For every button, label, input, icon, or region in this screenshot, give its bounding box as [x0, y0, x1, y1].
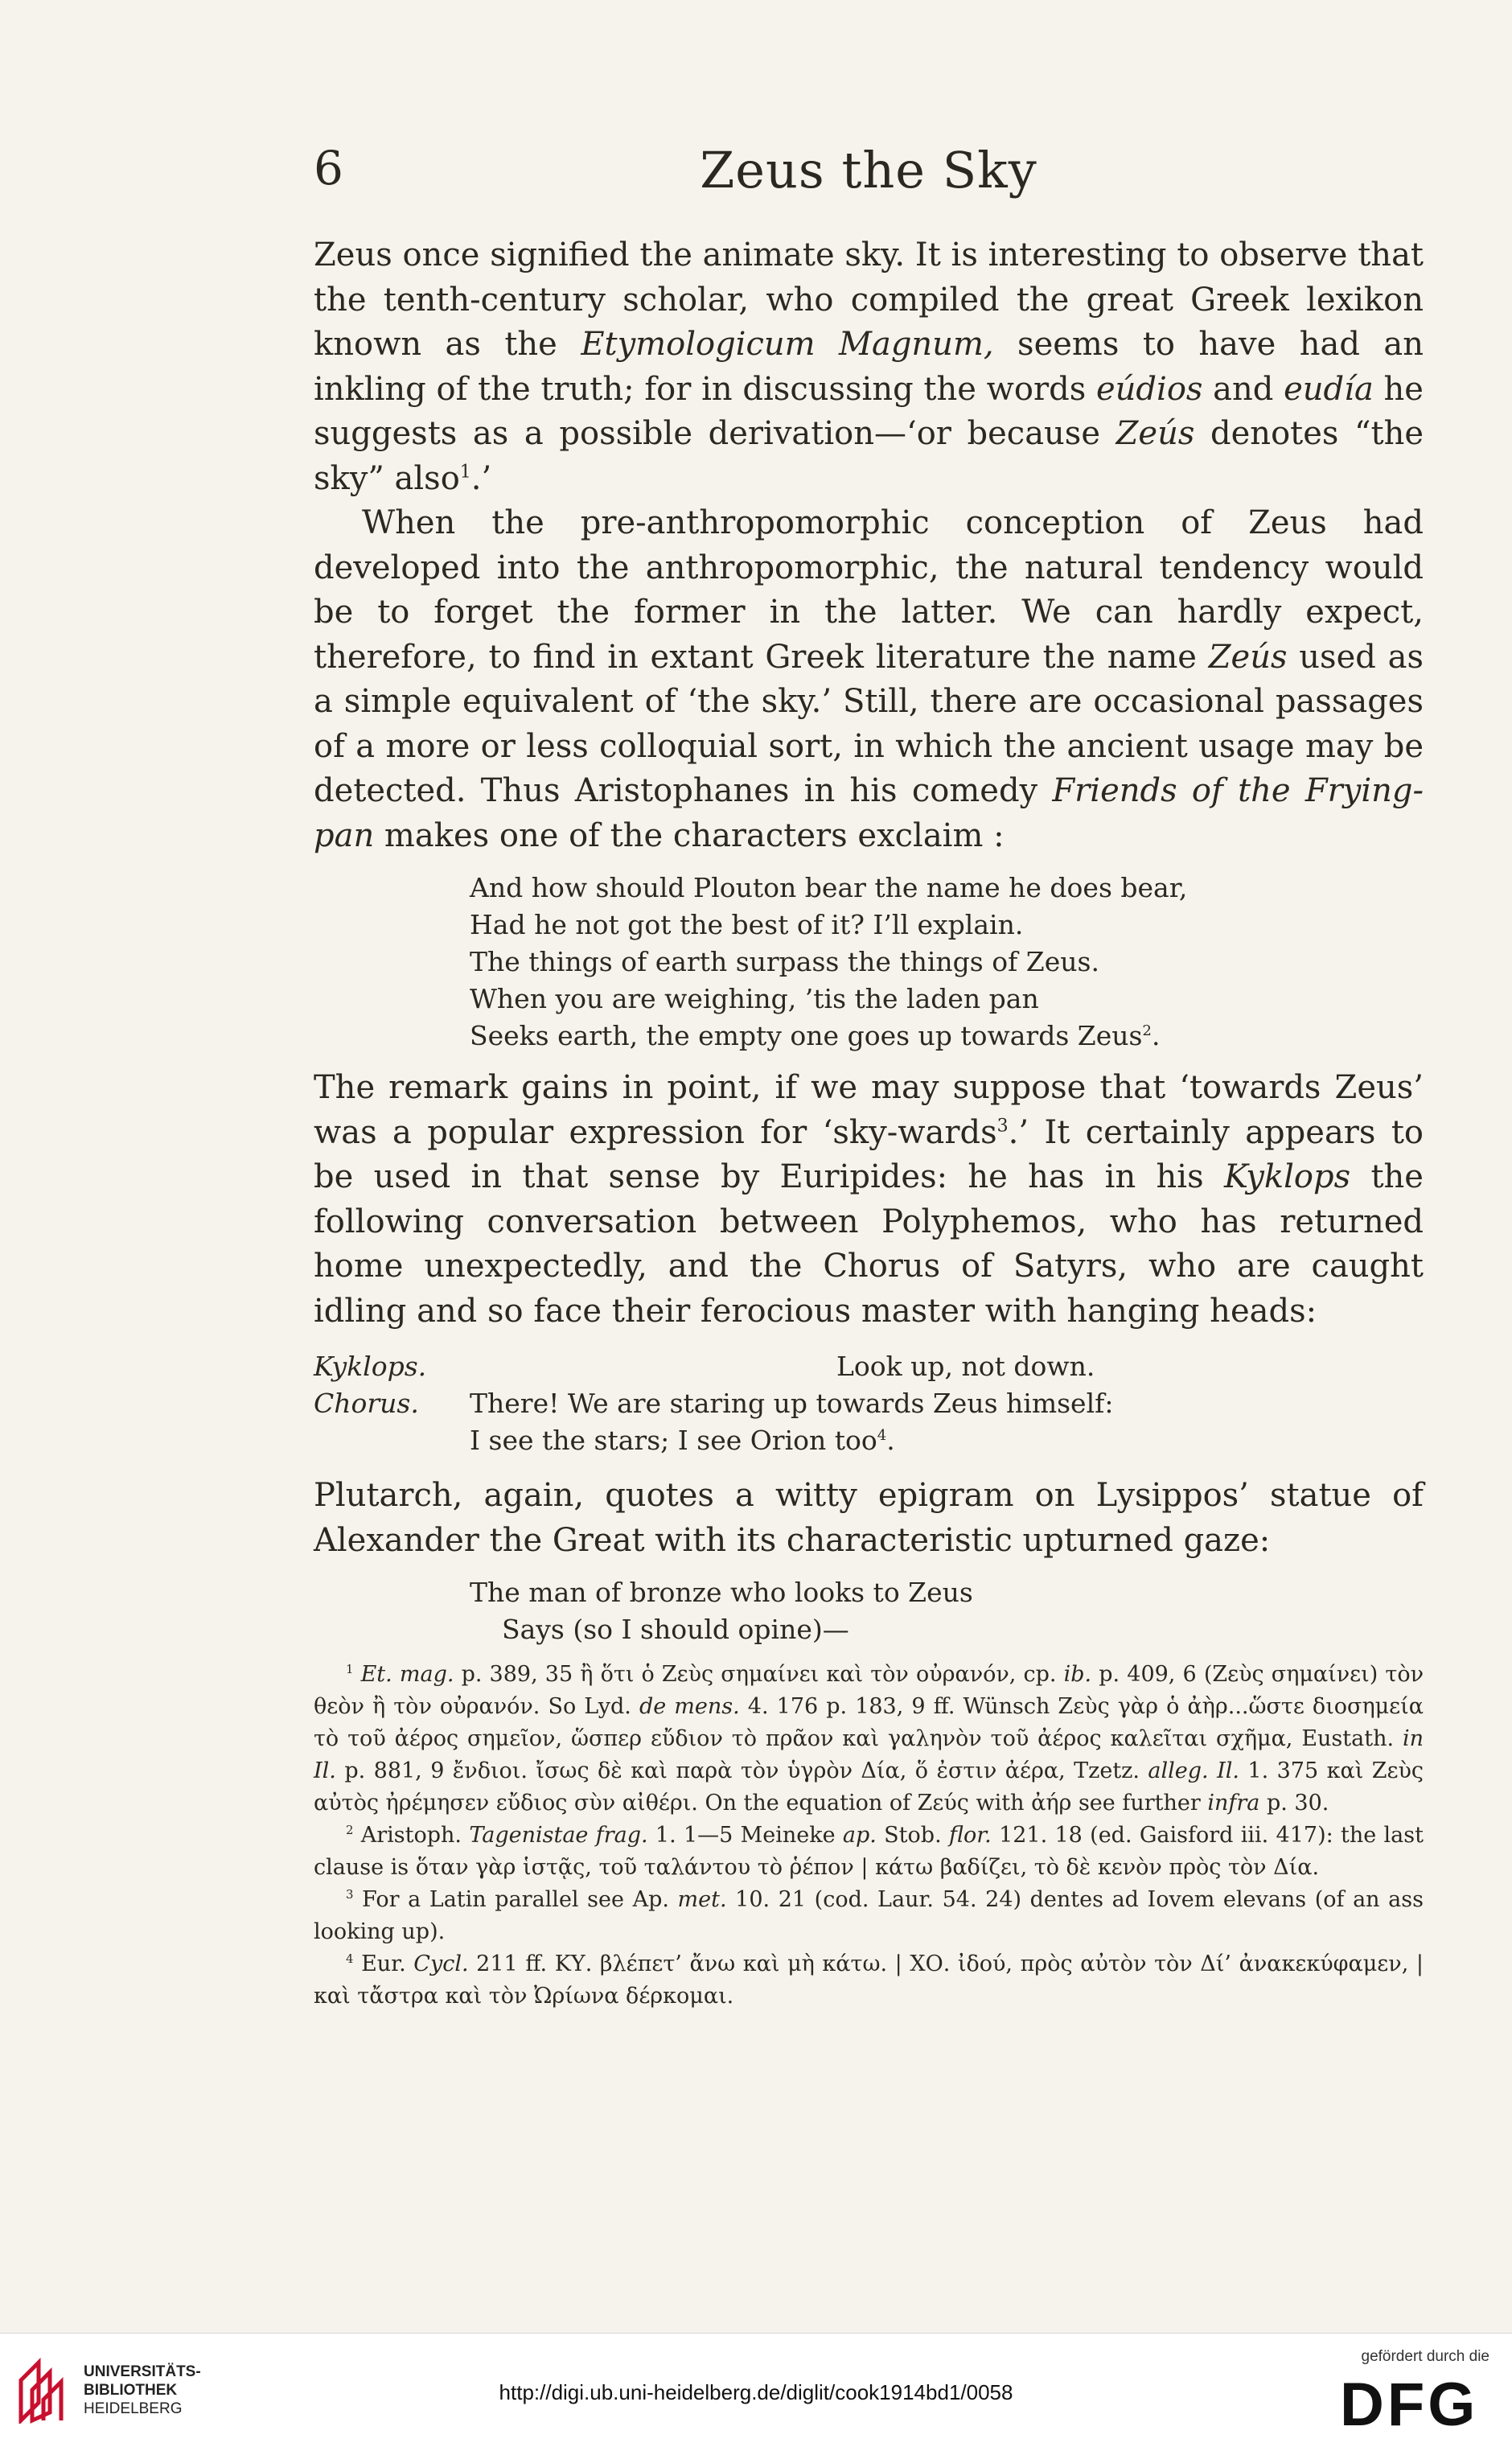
- italic-text: Zeús: [1116, 415, 1195, 452]
- italic-text: de mens.: [639, 1694, 740, 1719]
- page-header: [314, 133, 1424, 213]
- dialogue-line: I see the stars; I see Orion too: [470, 1425, 877, 1456]
- speaker-kyklops: Kyklops.: [314, 1351, 427, 1382]
- footnote-ref[interactable]: 3: [996, 1116, 1009, 1137]
- poem-line-last: Seeks earth, the empty one goes up towards Zeus$^2$.: [470, 1020, 1161, 1051]
- text-run: For a Latin parallel see Ap.: [353, 1887, 678, 1912]
- italic-text: ib.: [1063, 1662, 1092, 1687]
- footnote-ref[interactable]: 4: [346, 1951, 354, 1966]
- speaker-chorus: Chorus.: [314, 1388, 419, 1419]
- italic-text: alleg. Il.: [1148, 1758, 1239, 1783]
- text-run: 1. 1—5 Meineke: [647, 1823, 843, 1848]
- text-run: [353, 1662, 360, 1687]
- text-run: 4. 176 p. 183, 9 ff. Wünsch Ζεὺς γὰρ ὁ ἀὴρ...ὥστε διοσημεία τὸ τοῦ ἀέρος σημεῖον, ὥσπερ εὔδιον τὸ πρᾶον καὶ γαληνὸν τοῦ ἀέρος καλεῖται σχῆμα, Eustath.: [314, 1694, 1424, 1751]
- footnote-ref[interactable]: 1: [346, 1662, 354, 1676]
- text-run: p. 30.: [1259, 1791, 1329, 1816]
- dialogue-line: There! We are staring up towards Zeus himself:: [470, 1388, 1114, 1419]
- italic-text: Tagenistae frag.: [469, 1823, 648, 1848]
- epigram-quotation: [470, 1574, 1424, 1648]
- dialogue-row: [314, 1385, 1424, 1422]
- text-run: Eur.: [353, 1951, 414, 1976]
- italic-text: Zeús: [1208, 638, 1288, 676]
- footnote-ref-4[interactable]: 4: [877, 1427, 887, 1444]
- text-run: Plutarch, again, quotes a witty epigram on Lysippos’ statue of Alexander the Great with its characteristic upturned gaze:: [314, 1477, 1424, 1559]
- text-run: denotes “the sky” also: [314, 415, 1424, 497]
- text-run: he suggests as a possible derivation—‘or because: [314, 370, 1424, 452]
- footnote-ref[interactable]: 1: [459, 462, 471, 483]
- text-run: .’: [470, 459, 492, 497]
- text-run: used as a simple equivalent of ‘the sky.’ Still, there are occasional passages of a more or less colloquial sort, in which the ancient usage may be detected. Thus Aristophanes in his comedy: [314, 638, 1424, 809]
- text-run: Stob.: [876, 1823, 949, 1848]
- poem-quotation: [470, 870, 1424, 1055]
- library-name-line: BIBLIOTHEK: [84, 2382, 178, 2399]
- page-number: 6: [314, 141, 343, 195]
- body-text: [314, 233, 1424, 1648]
- dfg-logo-icon[interactable]: [1340, 2374, 1489, 2432]
- italic-text: eudía: [1284, 370, 1374, 408]
- paragraph-1: [314, 233, 1424, 501]
- italic-text: eúdios: [1095, 370, 1203, 408]
- funded-by-label: gefördert durch die: [1361, 2348, 1489, 2365]
- poem-line: The things of earth surpass the things of Zeus.: [470, 946, 1099, 977]
- paragraph-3: [314, 1066, 1424, 1334]
- poem-line: And how should Plouton bear the name he does bear,: [470, 872, 1188, 903]
- dialogue-line: Look up, not down.: [836, 1351, 1095, 1382]
- library-name-line: UNIVERSITÄTS-: [84, 2363, 201, 2380]
- text-run: the following conversation between Polyphemos, who has returned home unexpectedly, and the Chorus of Satyrs, who are caught idling and so face their ferocious master with hanging heads:: [314, 1158, 1424, 1330]
- dialogue-quotation: [314, 1348, 1424, 1459]
- text-run: 1. 375 καὶ Ζεὺς αὐτὸς ἠρέμησεν εὔδιος σὺν αἰθέρι. On the equation of Ζεύς with ἀήρ see further: [314, 1758, 1424, 1816]
- library-name-line: HEIDELBERG: [84, 2400, 183, 2417]
- text-run: p. 389, 35 ἢ ὅτι ὁ Ζεὺς σημαίνει καὶ τὸν οὐρανόν, cp.: [454, 1662, 1064, 1687]
- poem-line: Seeks earth, the empty one goes up towards Zeus: [470, 1020, 1143, 1051]
- dialogue-line-last: I see the stars; I see Orion too$^4$.: [470, 1425, 895, 1456]
- poem-line: When you are weighing, ’tis the laden pan: [470, 983, 1039, 1014]
- text-run: Zeus once signified the animate sky. It is interesting to observe that the tenth-century scholar, who compiled the great Greek lexikon known as the: [314, 236, 1424, 363]
- italic-text: Cycl.: [413, 1951, 469, 1976]
- italic-text: infra: [1207, 1791, 1260, 1816]
- italic-text: Kyklops: [1223, 1158, 1351, 1195]
- italic-text: Etymologicum Magnum,: [581, 326, 994, 363]
- dfg-logo-text: DFG: [1340, 2374, 1479, 2432]
- footnote-ref-2[interactable]: 2: [1142, 1022, 1152, 1039]
- italic-text: ap.: [842, 1823, 877, 1848]
- italic-text: in Il.: [314, 1726, 1424, 1783]
- footnote-4: [314, 1948, 1424, 2013]
- paragraph-2: [314, 501, 1424, 858]
- italic-text: Friends of the Frying-pan: [314, 772, 1424, 854]
- footnote-2: [314, 1820, 1424, 1884]
- text-run: 211 ff. ΚΥ. βλέπετ’ ἄνω καὶ μὴ κάτω. | ΧΟ. ἰδού, πρὸς αὐτὸν τὸν Δί’ ἀνακεκύφαμεν, | καὶ τἄστρα καὶ τὸν Ὠρίωνα δέρκομαι.: [314, 1951, 1424, 2009]
- poem-line: Had he not got the best of it? I’ll explain.: [470, 909, 1024, 940]
- italic-text: Et. mag.: [360, 1662, 454, 1687]
- text-run: and: [1202, 370, 1284, 408]
- footnote-3: [314, 1884, 1424, 1948]
- paragraph-4: [314, 1474, 1424, 1563]
- footnote-ref[interactable]: 3: [346, 1887, 354, 1902]
- text-run: Aristoph.: [353, 1823, 470, 1848]
- footnote-1: [314, 1659, 1424, 1820]
- text-run: 10. 21 (cod. Laur. 54. 24) dentes ad Iovem elevans (of an ass looking up).: [314, 1887, 1424, 1944]
- footnote-ref[interactable]: 2: [346, 1823, 354, 1837]
- italic-text: flor.: [948, 1823, 992, 1848]
- italic-text: met.: [677, 1887, 727, 1912]
- text-run: The remark gains in point, if we may suppose that ‘towards Zeus’ was a popular expression for ‘sky-wards: [314, 1069, 1424, 1151]
- running-head: Zeus the Sky: [700, 141, 1037, 199]
- dialogue-row: [314, 1422, 1424, 1459]
- text-run: makes one of the characters exclaim :: [374, 816, 1005, 854]
- text-run: When the pre-anthropomorphic conception of Zeus had developed into the anthropomorphic, the natural tendency would be to forget the former in the latter. We can hardly expect, therefore, to find in extant Greek literature the name: [314, 504, 1424, 676]
- dialogue-row: [314, 1348, 1424, 1385]
- page-url-link[interactable]: http://digi.ub.uni-heidelberg.de/diglit/cook1914bd1/0058: [499, 2380, 1013, 2404]
- epigram-line: Says (so I should opine)—: [502, 1614, 849, 1645]
- text-run: p. 881, 9 ἔνδιοι. ἴσως δὲ καὶ παρὰ τὸν ὑγρὸν Δία, ὅ ἐστιν ἀέρα, Tzetz.: [335, 1758, 1148, 1783]
- digitization-footer: [0, 2333, 1512, 2447]
- text-run: 121. 18 (ed. Gaisford iii. 417): the last clause is ὅταν γὰρ ἱστᾷς, τοῦ ταλάντου τὸ ῥέπον | κάτω βαδίζει, τὸ δὲ κενὸν πρὸς τὸν Δία.: [314, 1823, 1424, 1880]
- epigram-line: The man of bronze who looks to Zeus: [470, 1577, 973, 1608]
- footnotes: [314, 1659, 1424, 2013]
- text-run: seems to have had an inkling of the truth; for in discussing the words: [314, 326, 1424, 408]
- text-run: p. 409, 6 (Ζεὺς σημαίνει) τὸν θεὸν ἢ τὸν οὐρανόν. So Lyd.: [314, 1662, 1424, 1719]
- text-run: .’ It certainly appears to be used in that sense by Euripides: he has in his: [314, 1113, 1424, 1195]
